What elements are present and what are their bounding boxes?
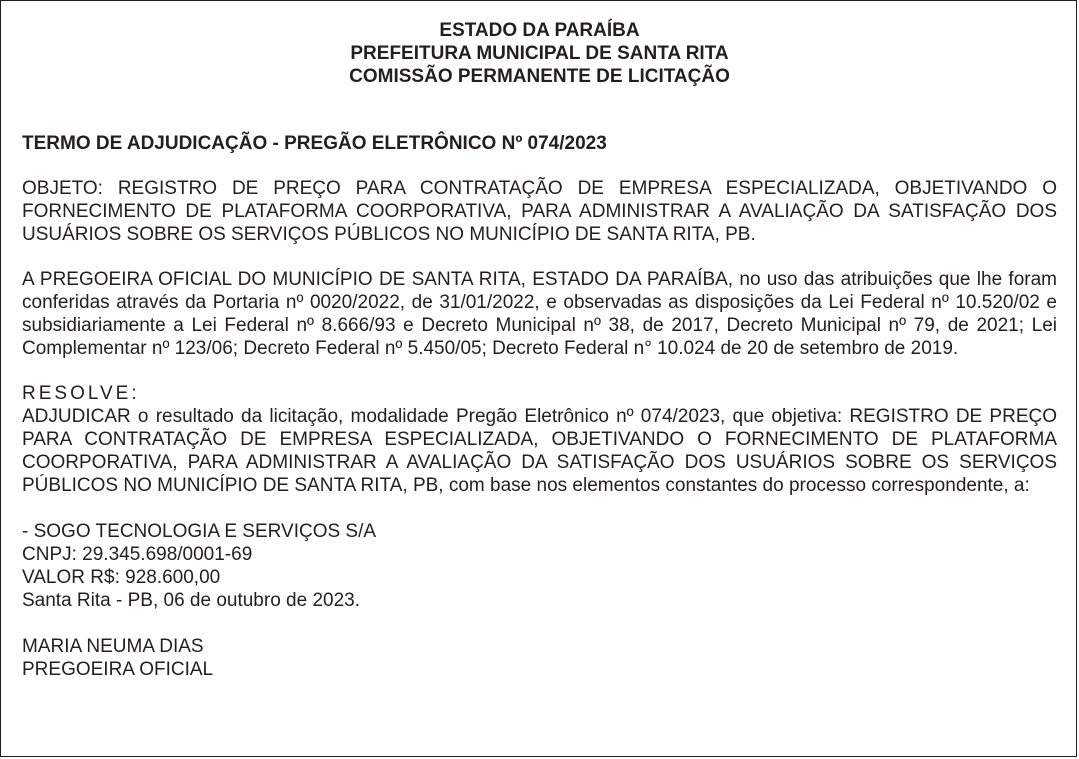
document-header xyxy=(22,19,1057,88)
place-date: Santa Rita - PB, 06 de outubro de 2023. xyxy=(22,590,361,611)
document-body xyxy=(22,19,1057,681)
signer-name: MARIA NEUMA DIAS xyxy=(22,636,204,657)
award-company: - SOGO TECNOLOGIA E SERVIÇOS S/A xyxy=(22,521,377,542)
resolve-label: RESOLVE: xyxy=(22,383,140,404)
signature-block xyxy=(22,635,1057,681)
resolve-paragraph: ADJUDICAR o resultado da licitação, modalidade Pregão Eletrônico nº 074/2023, que objetiva: REGISTRO DE PREÇO PARA CONTRATAÇÃO DE EMPRESA ESPECIALIZADA, OBJETIVANDO O FORNECIMENTO DE PLATAFORMA COORPORATIVA, PARA ADMINISTRAR A AVALIAÇÃO DA SATISFAÇÃO DOS USUÁRIOS SOBRE OS SERVIÇOS PÚBLICOS NO MUNICÍPIO DE SANTA RITA, PB, com base nos elementos constantes do processo correspondente, a: xyxy=(22,406,1057,496)
header-state: ESTADO DA PARAÍBA xyxy=(439,20,640,41)
preamble-paragraph: A PREGOEIRA OFICIAL DO MUNICÍPIO DE SANTA RITA, ESTADO DA PARAÍBA, no uso das atribuições que lhe foram conferidas através da Portaria nº 0020/2022, de 31/01/2022, e observadas as disposições da Lei Federal nº 10.520/02 e subsidiariamente a Lei Federal nº 8.666/93 e Decreto Municipal nº 38, de 2017, Decreto Municipal nº 79, de 2021; Lei Complementar nº 123/06; Decreto Federal nº 5.450/05; Decreto Federal n° 10.024 de 20 de setembro de 2019. xyxy=(22,269,1057,359)
document-title: TERMO DE ADJUDICAÇÃO - PREGÃO ELETRÔNICO Nº 074/2023 xyxy=(22,133,607,154)
header-commission: COMISSÃO PERMANENTE DE LICITAÇÃO xyxy=(349,66,730,87)
signer-role: PREGOEIRA OFICIAL xyxy=(22,659,214,680)
objeto-paragraph: OBJETO: REGISTRO DE PREÇO PARA CONTRATAÇÃO DE EMPRESA ESPECIALIZADA, OBJETIVANDO O FORNECIMENTO DE PLATAFORMA COORPORATIVA, PARA ADMINISTRAR A AVALIAÇÃO DA SATISFAÇÃO DOS USUÁRIOS SOBRE OS SERVIÇOS PÚBLICOS NO MUNICÍPIO DE SANTA RITA, PB. xyxy=(22,178,1057,245)
award-value: VALOR R$: 928.600,00 xyxy=(22,567,221,588)
header-prefecture: PREFEITURA MUNICIPAL DE SANTA RITA xyxy=(350,43,729,64)
award-cnpj: CNPJ: 29.345.698/0001-69 xyxy=(22,544,253,565)
award-block xyxy=(22,520,1057,612)
